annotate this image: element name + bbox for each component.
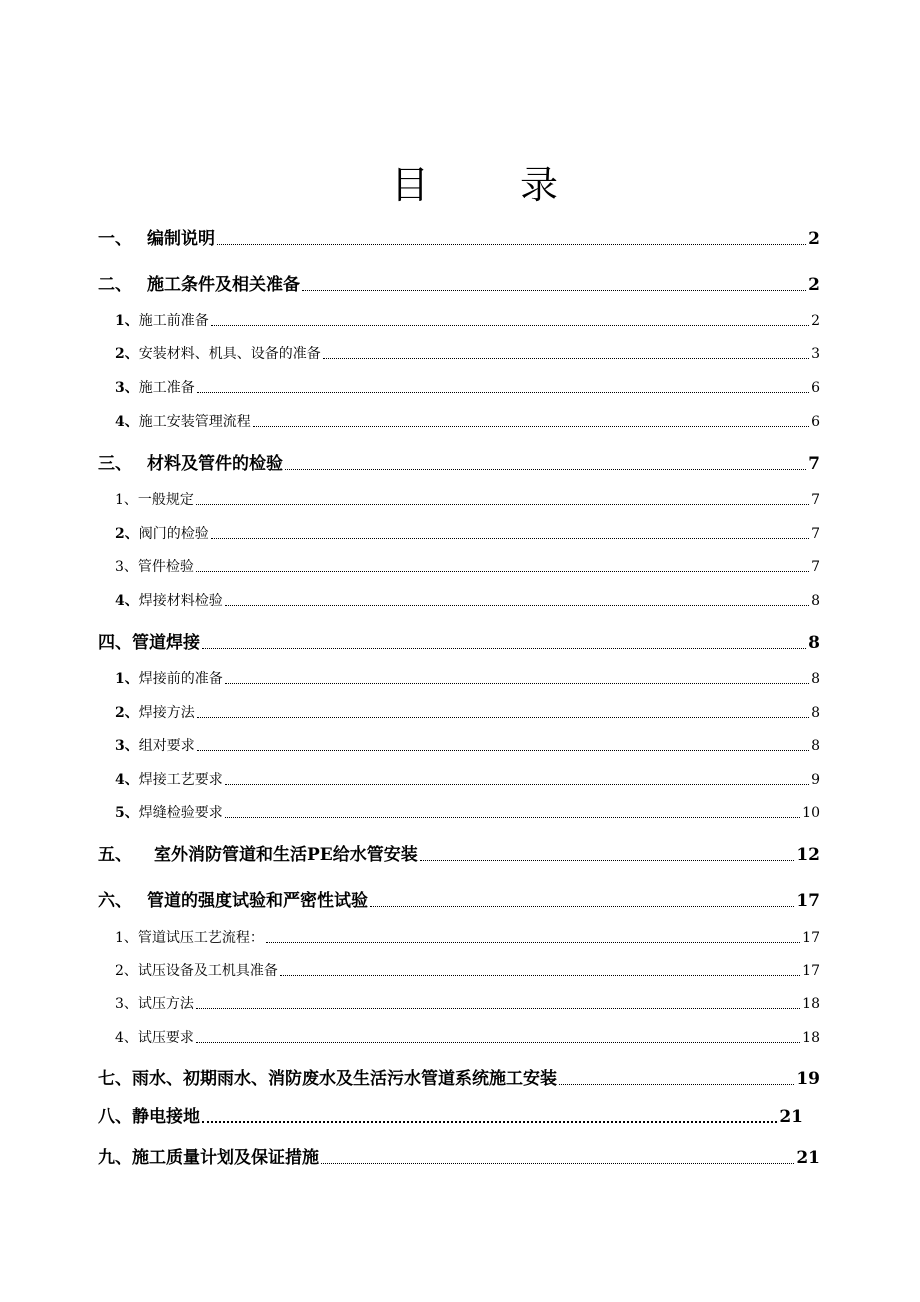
toc-entry-label: 试压方法 — [137, 996, 194, 1012]
toc-entry-subsection[interactable] — [115, 702, 820, 722]
dot-leader — [196, 1041, 800, 1043]
toc-entry-label: 静电接地 — [132, 1107, 200, 1127]
toc-entry-number: 3、 — [115, 380, 139, 396]
toc-entry-page: 21 — [779, 1107, 803, 1127]
toc-entry-number: 3、 — [115, 738, 139, 754]
dot-leader — [559, 1083, 794, 1085]
toc-entry-subsection[interactable] — [115, 927, 820, 947]
toc-entry-page: 18 — [802, 1030, 820, 1046]
toc-entry-label: 编制说明 — [147, 229, 215, 249]
toc-entry-label: 室外消防管道和生活PE给水管安装 — [154, 845, 418, 865]
toc-entry-page: 2 — [811, 313, 820, 329]
toc-entry-label: 材料及管件的检验 — [147, 454, 283, 474]
toc-entry-page: 17 — [802, 963, 820, 979]
dot-leader — [202, 1120, 777, 1123]
toc-entry-page: 7 — [811, 559, 820, 575]
toc-entry-label: 管件检验 — [137, 559, 194, 575]
toc-entry-page: 17 — [796, 891, 820, 911]
toc-entry-number: 九、 — [98, 1148, 132, 1168]
dot-leader — [197, 749, 809, 751]
toc-entry-page: 2 — [808, 275, 820, 295]
toc-entry-page: 18 — [802, 996, 820, 1012]
toc-entry-page: 6 — [811, 414, 820, 430]
toc-entry-page: 7 — [808, 454, 820, 474]
toc-entry-label: 焊接材料检验 — [138, 593, 223, 609]
toc-entry-number: 五、 — [98, 845, 132, 865]
toc-entry-page: 6 — [811, 380, 820, 396]
dot-leader — [225, 816, 800, 818]
toc-entry-subsection[interactable] — [115, 993, 820, 1013]
toc-entry-number: 2、 — [115, 346, 139, 362]
dot-leader — [285, 468, 806, 470]
toc-entry-section-2[interactable] — [98, 270, 820, 295]
dot-leader — [321, 1162, 794, 1164]
toc-entry-label: 施工条件及相关准备 — [147, 275, 300, 295]
toc-entry-subsection[interactable] — [115, 343, 820, 363]
toc-title — [0, 160, 920, 210]
toc-entry-subsection[interactable] — [115, 523, 820, 543]
toc-entry-section-9[interactable] — [98, 1143, 820, 1168]
toc-entry-subsection[interactable] — [115, 960, 820, 980]
toc-entry-number: 2、 — [115, 705, 139, 721]
toc-entry-subsection[interactable] — [115, 377, 820, 397]
toc-entry-label: 雨水、初期雨水、消防废水及生活污水管道系统施工安装 — [132, 1069, 557, 1089]
toc-entry-page: 8 — [811, 705, 820, 721]
toc-entry-page: 12 — [796, 845, 820, 865]
toc-entry-page: 19 — [796, 1069, 820, 1089]
toc-entry-page: 17 — [802, 930, 820, 946]
toc-entry-page: 7 — [811, 526, 820, 542]
toc-entry-label: 施工安装管理流程 — [138, 414, 251, 430]
toc-entry-subsection[interactable] — [115, 489, 820, 509]
toc-entry-number: 六、 — [98, 891, 132, 911]
toc-entry-label: 管道试压工艺流程： — [137, 930, 264, 946]
toc-entry-label: 施工质量计划及保证措施 — [132, 1148, 319, 1168]
toc-entry-number: 2、 — [115, 526, 139, 542]
toc-entry-label: 组对要求 — [138, 738, 195, 754]
toc-entry-number: 3、 — [115, 996, 138, 1012]
dot-leader — [197, 391, 809, 393]
toc-entry-page: 8 — [811, 671, 820, 687]
dot-leader — [302, 289, 806, 291]
toc-entry-page: 2 — [808, 229, 820, 249]
toc-entry-page: 10 — [802, 805, 820, 821]
toc-entry-label: 施工前准备 — [138, 313, 209, 329]
toc-entry-page: 7 — [811, 492, 820, 508]
toc-entry-number: 1、 — [115, 930, 138, 946]
title-char-1: 目 — [391, 163, 430, 207]
toc-entry-section-8[interactable] — [98, 1102, 803, 1127]
dot-leader — [197, 716, 809, 718]
toc-entry-label: 焊接前的准备 — [138, 671, 223, 687]
dot-leader — [323, 357, 809, 359]
toc-entry-label: 焊接方法 — [138, 705, 195, 721]
toc-entry-number: 二、 — [98, 275, 132, 295]
toc-entry-subsection[interactable] — [115, 556, 820, 576]
dot-leader — [225, 682, 809, 684]
dot-leader — [420, 859, 795, 861]
toc-entry-number: 七、 — [98, 1069, 132, 1089]
dot-leader — [202, 647, 806, 649]
toc-entry-page: 8 — [811, 593, 820, 609]
title-char-2: 录 — [520, 163, 559, 207]
dot-leader — [211, 324, 809, 326]
toc-entry-subsection[interactable] — [115, 1027, 820, 1047]
toc-entry-page: 8 — [811, 738, 820, 754]
dot-leader — [225, 604, 809, 606]
toc-entry-label: 阀门的检验 — [138, 526, 209, 542]
toc-entry-number: 4、 — [115, 593, 139, 609]
toc-entry-number: 4、 — [115, 772, 139, 788]
toc-entry-subsection[interactable] — [115, 802, 820, 822]
toc-entry-number: 三、 — [98, 454, 132, 474]
toc-entry-label: 焊缝检验要求 — [138, 805, 223, 821]
toc-entry-subsection[interactable] — [115, 735, 820, 755]
toc-entry-label: 试压要求 — [137, 1030, 194, 1046]
toc-entry-label: 一般规定 — [137, 492, 194, 508]
toc-entry-subsection[interactable] — [115, 590, 820, 610]
dot-leader — [253, 425, 809, 427]
toc-entry-number: 1、 — [115, 313, 139, 329]
toc-entry-label: 焊接工艺要求 — [138, 772, 223, 788]
toc-entry-number: 4、 — [115, 1030, 138, 1046]
toc-entry-label: 管道焊接 — [132, 633, 200, 653]
toc-entry-number: 1、 — [115, 671, 139, 687]
toc-entry-number: 5、 — [115, 805, 139, 821]
toc-entry-page: 8 — [808, 633, 820, 653]
toc-entry-page: 21 — [796, 1148, 820, 1168]
toc-entry-number: 1、 — [115, 492, 138, 508]
toc-entry-section-4[interactable] — [98, 628, 820, 653]
dot-leader — [280, 974, 800, 976]
toc-entry-section-5[interactable] — [98, 840, 820, 865]
dot-leader — [211, 537, 809, 539]
toc-entry-subsection[interactable] — [115, 310, 820, 330]
dot-leader — [370, 905, 794, 907]
toc-entry-number: 八、 — [98, 1107, 132, 1127]
toc-entry-number: 一、 — [98, 229, 132, 249]
toc-entry-label: 施工准备 — [138, 380, 195, 396]
toc-entry-section-3[interactable] — [98, 449, 820, 474]
dot-leader — [196, 503, 809, 505]
dot-leader — [196, 1007, 800, 1009]
toc-entry-number: 四、 — [98, 633, 132, 653]
dot-leader — [196, 570, 809, 572]
toc-entry-subsection[interactable] — [115, 769, 820, 789]
toc-entry-number: 3、 — [115, 559, 138, 575]
dot-leader — [225, 783, 809, 785]
toc-entry-section-7[interactable] — [98, 1064, 820, 1089]
toc-entry-label: 安装材料、机具、设备的准备 — [138, 346, 321, 362]
toc-entry-subsection[interactable] — [115, 668, 820, 688]
toc-entry-section-1[interactable] — [98, 224, 820, 249]
dot-leader — [266, 941, 800, 943]
dot-leader — [217, 243, 806, 245]
toc-entry-page: 9 — [811, 772, 820, 788]
toc-entry-label: 试压设备及工机具准备 — [137, 963, 278, 979]
toc-entry-label: 管道的强度试验和严密性试验 — [147, 891, 368, 911]
toc-entry-number: 2、 — [115, 963, 138, 979]
toc-entry-subsection[interactable] — [115, 411, 820, 431]
toc-entry-section-6[interactable] — [98, 886, 820, 911]
toc-entry-page: 3 — [811, 346, 820, 362]
toc-entry-number: 4、 — [115, 414, 139, 430]
